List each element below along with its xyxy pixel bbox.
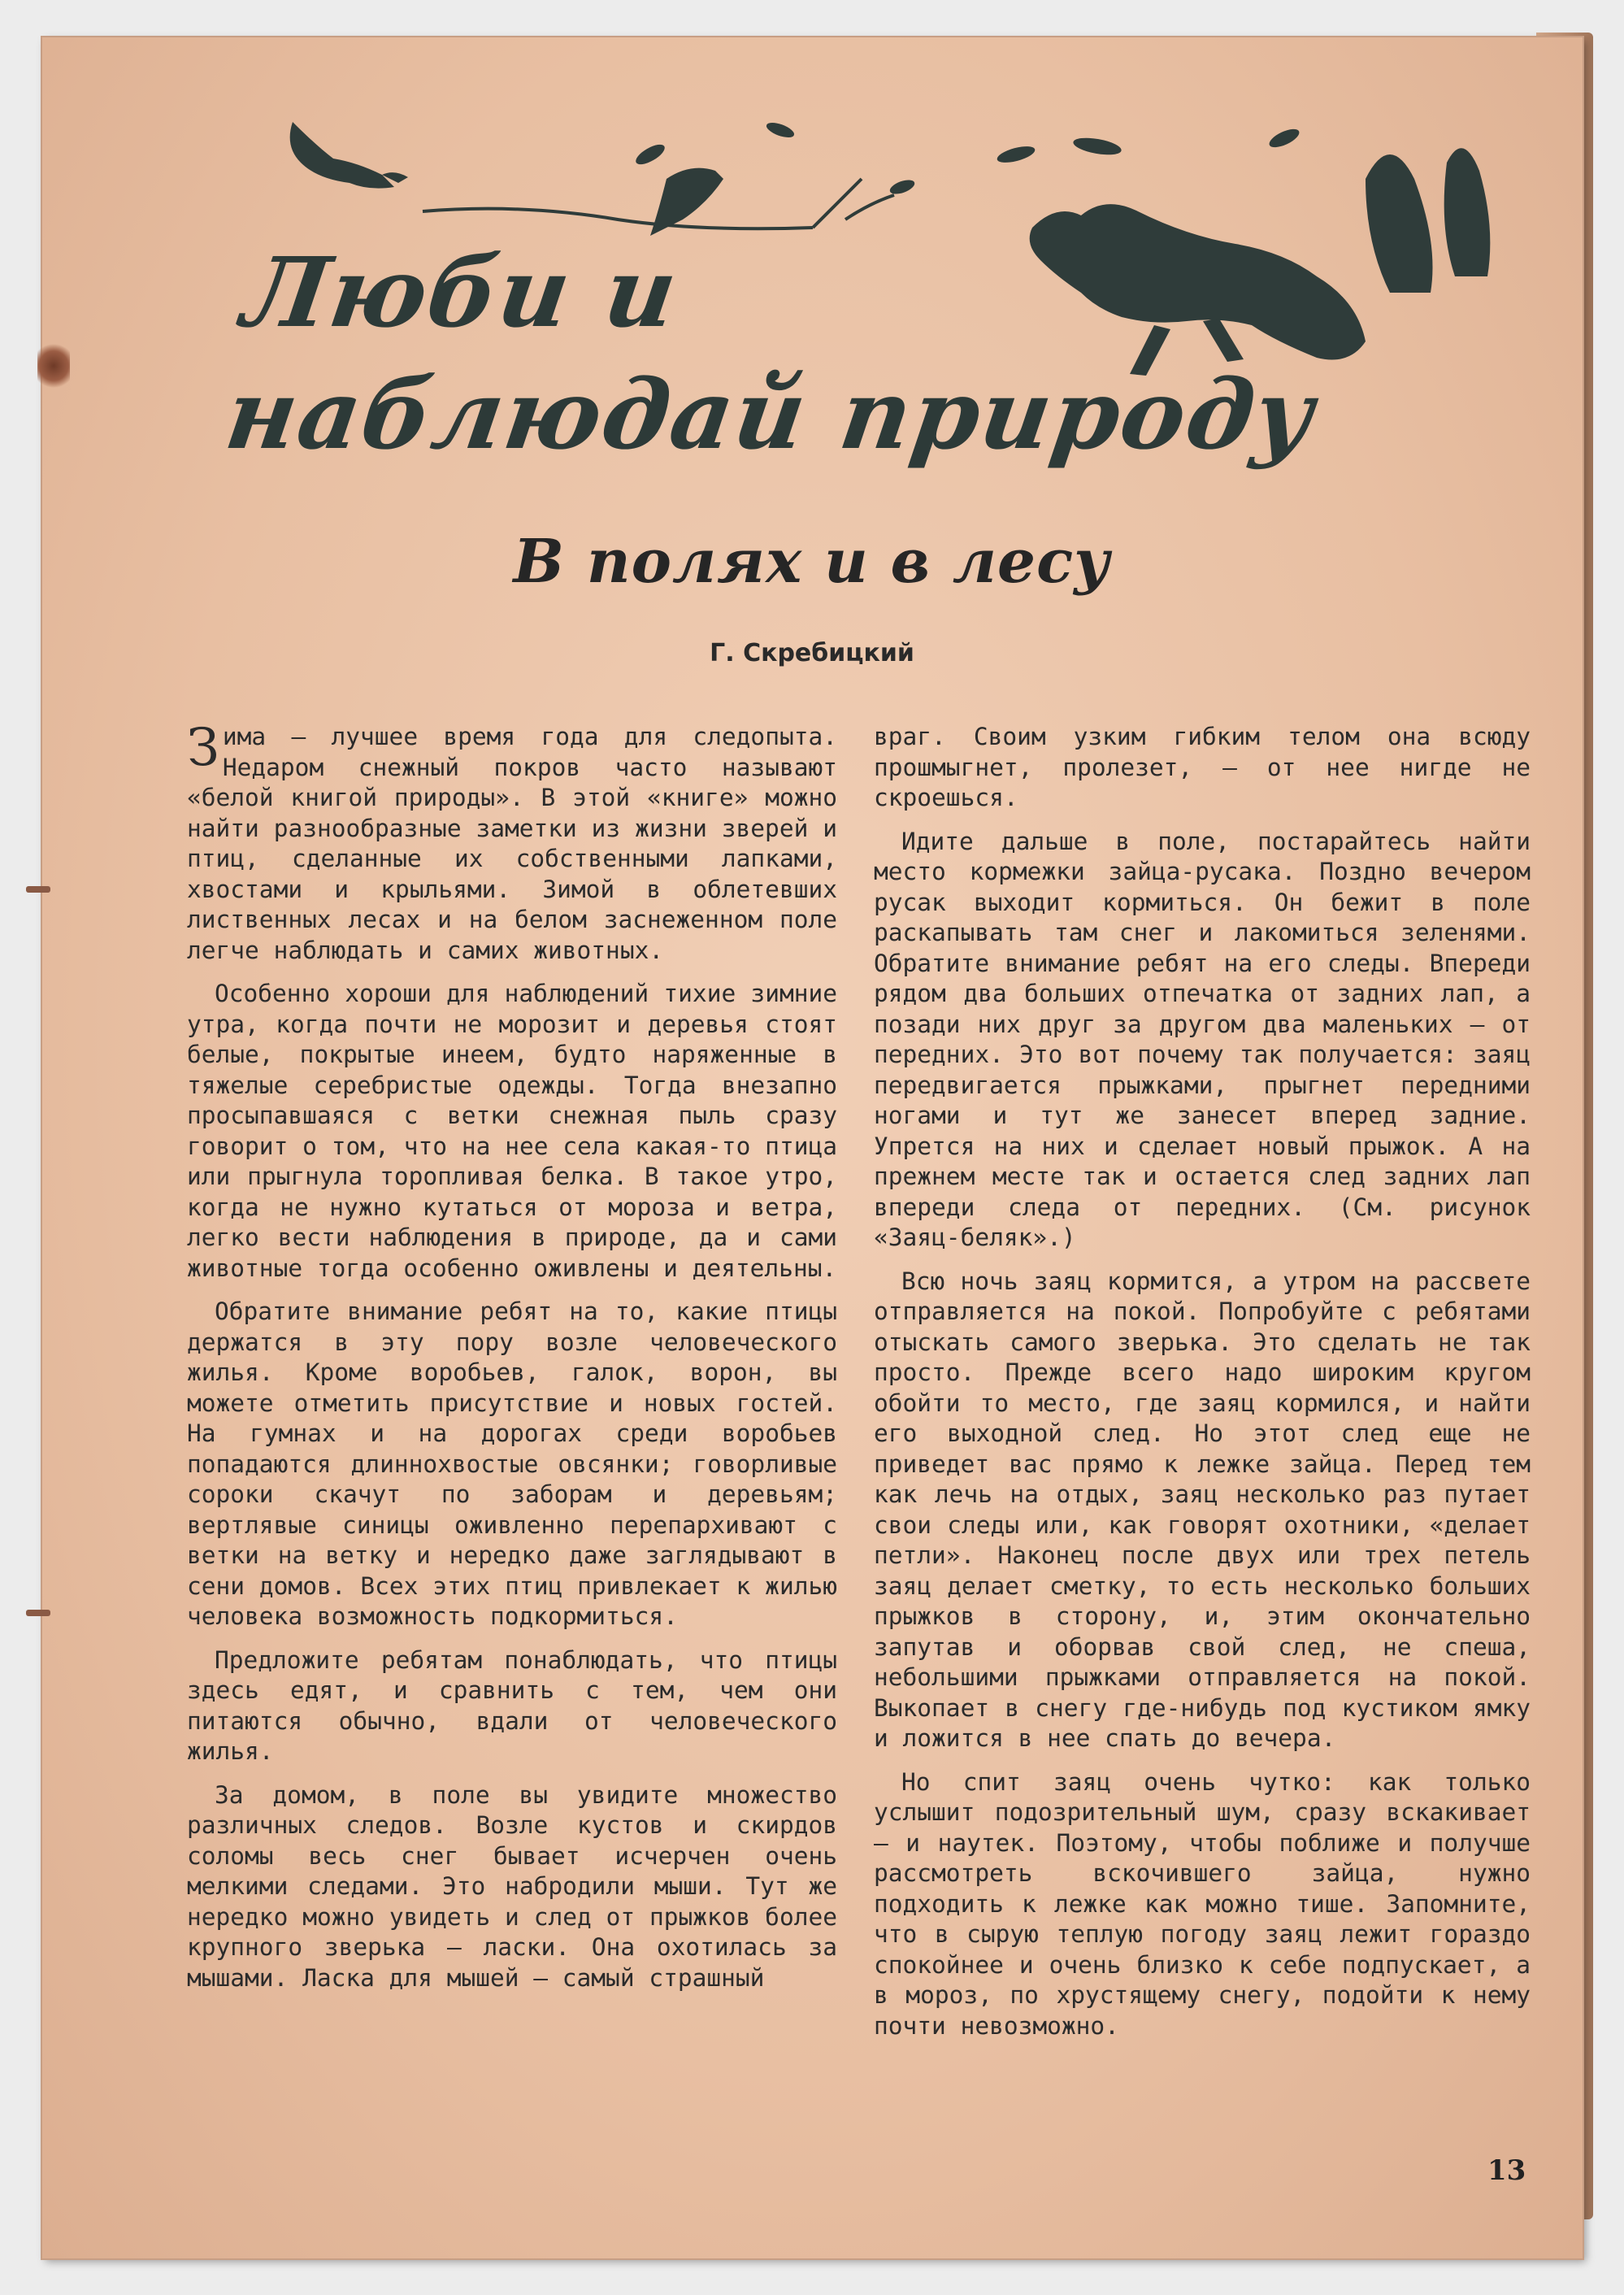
- section-heading: [219, 232, 1340, 476]
- paragraph: враг. Своим узким гибким телом она всюду прошмыгнет, пролезет, — от нее нигде не скроешься.: [874, 723, 1531, 811]
- dropcap: З: [187, 718, 219, 778]
- section-heading-line2: наблюдай природу: [219, 358, 1322, 471]
- article-author: Г. Скребицкий: [710, 639, 914, 667]
- left-column: [187, 718, 837, 2006]
- staple-hole: [26, 886, 50, 893]
- page-number: 13: [1487, 2154, 1526, 2187]
- paragraph: Зима — лучшее время года для следопыта. Недаром снежный покров часто называют «белой книгой природы». В этой «книге» можно найти разнообразные заметки из жизни зверей и птиц, сделанные их собственными лапками, хвостами и крыльями. Зимой в облетевших лиственных лесах и на белом заснеженном поле легче наблюдать и самих животных.: [187, 718, 837, 964]
- leaves-icon: [633, 120, 1302, 197]
- tree-silhouette-icon: [1366, 148, 1490, 293]
- staple-hole: [26, 1610, 50, 1616]
- paragraph: За домом, в поле вы увидите множество различных следов. Возле кустов и скирдов соломы весь снег бывает исчерчен очень мелкими следами. Это набродили мыши. Тут же нередко можно увидеть и след от прыжков более крупного зверька — ласки. Она охотилась за мышами. Ласка для мышей — самый страшный: [187, 1780, 837, 1992]
- paragraph: Но спит заяц очень чутко: как только услышит подозрительный шум, сразу вскакивает — и наутек. Поэтому, чтобы поближе и получше рассмотреть вскочившего зайца, нужно подходить к лежке как можно тише. Запомните, что в сырую теплую погоду заяц лежит гораздо спокойнее и очень близко к себе подпускает, а в мороз, по хрустящему снегу, подойти к нему почти невозможно.: [874, 1767, 1531, 2040]
- rust-stain: [37, 341, 70, 390]
- paragraph: Всю ночь заяц кормится, а утром на рассвете отправляется на покой. Попробуйте с ребятами отыскать самого зверька. Это сделать не так просто. Прежде всего надо широким кругом обойти то место, где заяц кормился, и найти его выходной след. Но этот след еще не приведет вас прямо к лежке зайца. Перед тем как лечь на отдых, заяц несколько раз путает свои следы или, как говорят охотники, «делает петли». Наконец после двух или трех петель заяц делает сметку, то есть несколько больших прыжков в сторону, и, этим окончательно запутав и оборвав свой след, не спеша, небольшими прыжками отправляется на покой. Выкопает в снегу где-нибудь под кустиком ямку и ложится в нее спать до вечера.: [874, 1267, 1531, 1752]
- paragraph: Идите дальше в поле, постарайтесь найти место кормежки зайца-русака. Поздно вечером русак выходит кормиться. Он бежит в поле раскапывать там снег и лакомиться зеленями. Обратите внимание ребят на его следы. Впереди рядом два больших отпечатка от задних лап, а позади них друг за другом два маленьких — от передних. Это вот почему так получается: заяц передвигается прыжками, прыгнет передними ногами и тут же занесет вперед задние. Упрется на них и сделает новый прыжок. А на прежнем месте так и остается след задних лап впереди следа от передних. (См. рисунок «Заяц-беляк».): [874, 827, 1531, 1251]
- section-heading-line1: Люби и: [236, 236, 685, 349]
- paragraph: Предложите ребятам понаблюдать, что птицы здесь едят, и сравнить с тем, чем они питаются обычно, вдали от человеческого жилья.: [187, 1645, 837, 1765]
- article-title: В полях и в лесу: [513, 527, 1111, 597]
- paragraph: Обратите внимание ребят на то, какие птицы держатся в эту пору возле человеческого жилья. Кроме воробьев, галок, ворон, вы можете отметить присутствие и новых гостей. На гумнах и на дорогах среди воробьев попадаются длиннохвостые овсянки; говорливые сороки скачут по заборам и деревьям; вертлявые синицы оживленно перепархивают с ветки на ветку и нередко даже заглядывают в сени домов. Всех этих птиц привлекает к жилью человека возможность подкормиться.: [187, 1297, 837, 1630]
- right-column: [874, 722, 1531, 2054]
- paragraph: Особенно хороши для наблюдений тихие зимние утра, когда почти не морозит и деревья стоят белые, покрытые инеем, будто наряженные в тяжелые серебристые одежды. Тогда внезапно просыпавшаяся с ветки снежная пыль сразу говорит о том, что на нее села какая-то птица или прыгнула торопливая белка. В такое утро, когда не нужно кутаться от мороза и ветра, легко вести наблюдения в природе, да и сами животные тогда особенно оживлены и деятельны.: [187, 980, 837, 1282]
- bird-left-icon: [290, 122, 408, 189]
